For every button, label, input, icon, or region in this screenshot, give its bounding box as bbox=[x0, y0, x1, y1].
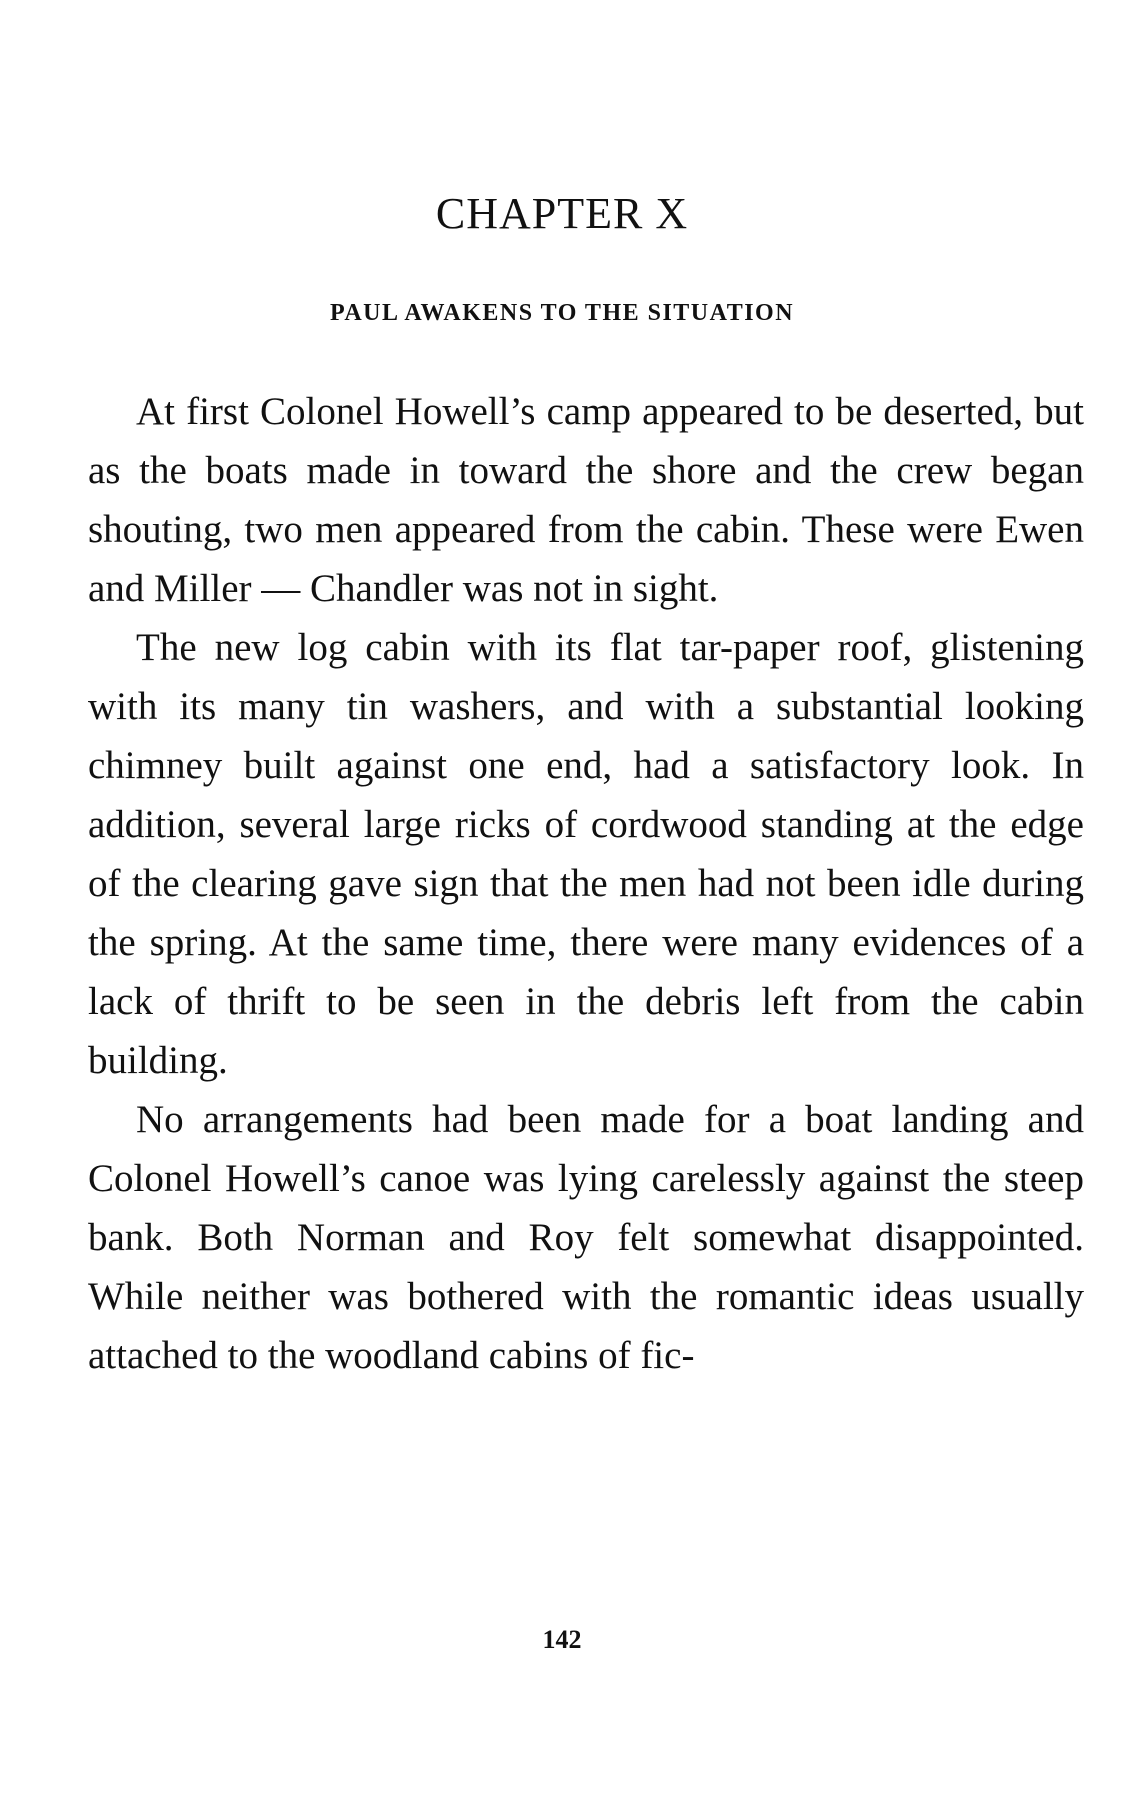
page-number: 142 bbox=[542, 1625, 582, 1654]
chapter-title: PAUL AWAKENS TO THE SITUATION bbox=[329, 300, 795, 326]
paragraph: No arrangements had been made for a boat landing and Colonel Howell’s canoe was lying carelessly against the steep bank. Both Norman and Roy felt somewhat disappointed. While neither was bothered with the romantic ideas usually attached to the woodland cabins of fic- bbox=[88, 1098, 1084, 1377]
body-text bbox=[88, 382, 1084, 1385]
paragraph: At first Colonel Howell’s camp appeared to be deserted, but as the boats made in toward the shore and the crew began shouting, two men appeared from the cabin. These were Ewen and Miller — Chandler was not in sight. bbox=[88, 390, 1084, 610]
paragraph: The new log cabin with its flat tar-paper roof, glistening with its many tin washers, and with a substantial looking chimney built against one end, had a satisfactory look. In addition, several large ricks of cordwood standing at the edge of the clearing gave sign that the men had not been idle during the spring. At the same time, there were many evidences of a lack of thrift to be seen in the debris left from the cabin building. bbox=[88, 626, 1084, 1082]
chapter-heading: CHAPTER X bbox=[435, 189, 689, 238]
